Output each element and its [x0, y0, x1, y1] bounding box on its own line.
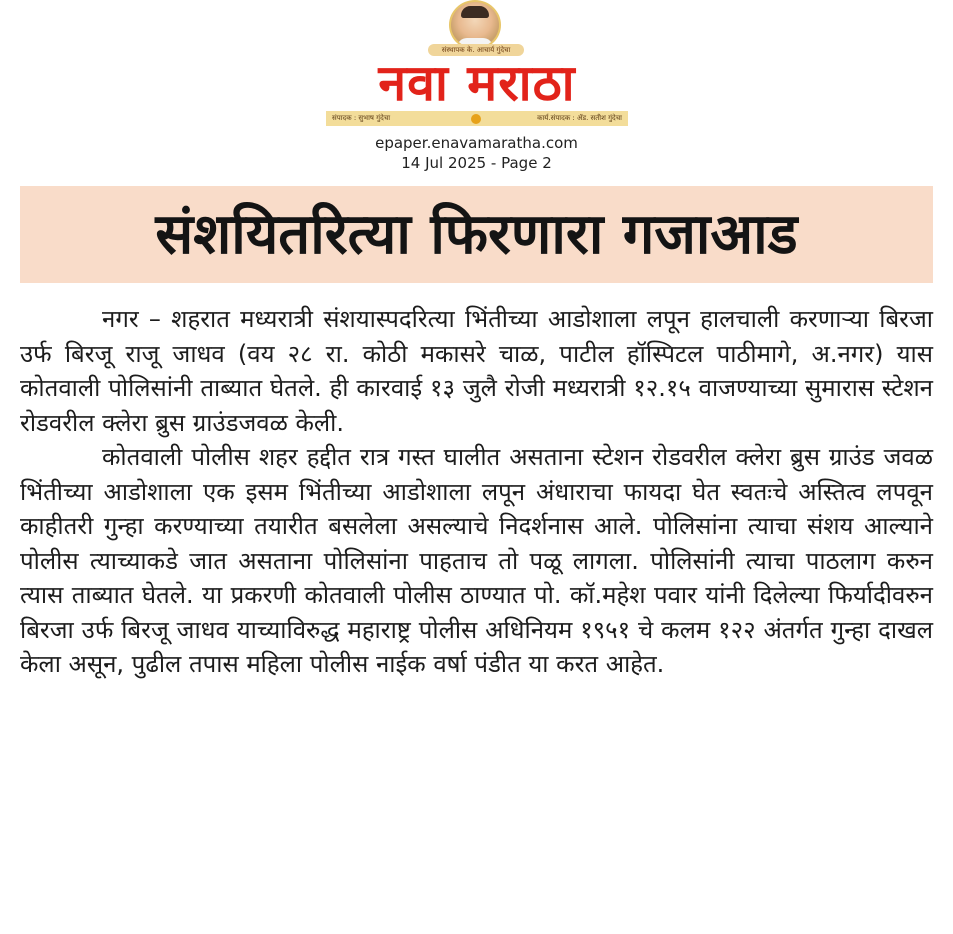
editor-label: संपादक : सुभाष गुंदेचा	[332, 114, 391, 122]
portrait-hair	[461, 6, 489, 18]
article-headline: संशयितरित्या फिरणारा गजाआड	[155, 202, 798, 267]
executive-editor-label: कार्य.संपादक : ॲड. सतीश गुंदेचा	[537, 114, 622, 122]
headline-banner	[20, 186, 933, 283]
edition-date-page: 14 Jul 2025 - Page 2	[401, 154, 552, 172]
article-paragraph-1: नगर – शहरात मध्यरात्री संशयास्पदरित्या भिंतीच्या आडोशाला लपून हालचाली करणाऱ्या बिरजा उर्फ बिरजू राजू जाधव (वय २८ रा. कोठी मकासरे चाळ, पाटील हॉस्पिटल पाठीमागे, अ.नगर) यास कोतवाली पोलिसांनी ताब्यात घेतले. ही कारवाई १३ जुलै रोजी मध्यरात्री १२.१५ वाजण्याच्या सुमारास स्टेशन रोडवरील क्लेरा ब्रुस ग्राउंडजवळ केली.	[20, 305, 933, 437]
article-body	[20, 302, 933, 682]
article-paragraph-2: कोतवाली पोलीस शहर हद्दीत रात्र गस्त घालीत असताना स्टेशन रोडवरील क्लेरा ब्रुस ग्राउंड जवळ भिंतीच्या आडोशाला एक इसम भिंतीच्या आडोशाला लपून अंधाराचा फायदा घेत स्वतःचे अस्तित्व लपवून काहीतरी गुन्हा करण्याच्या तयारीत बसलेला असल्याचे निदर्शनास आले. पोलिसांना त्याचा संशय आल्याने पोलीस त्याच्याकडे जात असताना पोलिसांना पाहताच तो पळू लागला. पोलिसांनी त्याचा पाठलाग करुन त्यास ताब्यात घेतले. या प्रकरणी कोतवाली पोलीस ठाण्यात पो. कॉ.महेश पवार यांनी दिलेल्या फिर्यादीवरुन बिरजा उर्फ बिरजू जाधव याच्याविरुद्ध महाराष्ट्र पोलीस अधिनियम १९५१ चे कलम १२२ अंतर्गत गुन्हा दाखल केला असून, पुढील तपास महिला पोलीस नाईक वर्षा पंडीत या करत आहेत.	[20, 443, 933, 678]
emblem-icon	[471, 114, 481, 124]
founder-caption: संस्थापक के. आचार्य गुंदेचा	[428, 44, 524, 56]
newspaper-masthead	[326, 0, 628, 128]
newspaper-logo: नवा मराठा	[378, 56, 576, 110]
founder-portrait-image	[449, 0, 501, 50]
masthead-credits-strip	[326, 111, 628, 126]
source-url: epaper.enavamaratha.com	[375, 134, 578, 152]
